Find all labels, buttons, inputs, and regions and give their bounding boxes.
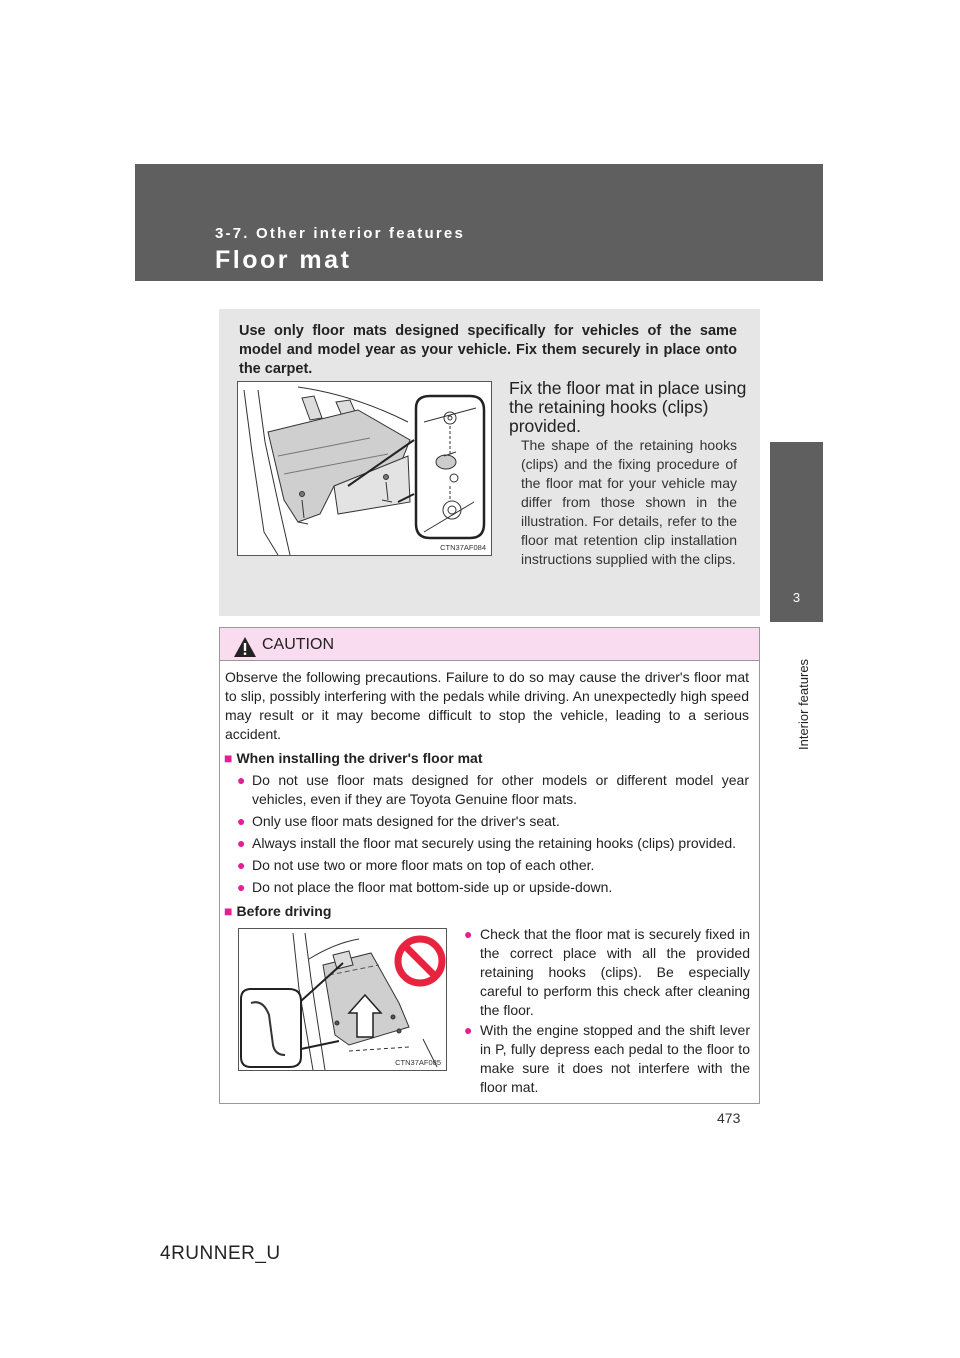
- install-heading: [224, 749, 755, 768]
- square-bullet-icon: ■: [224, 750, 233, 766]
- dot-bullet-icon: ●: [464, 926, 473, 942]
- list-item-text: Do not place the floor mat bottom-side up or upside-down.: [252, 879, 613, 895]
- list-item-text: Only use floor mats designed for the driver's seat.: [252, 813, 560, 829]
- chapter-title: Interior features: [796, 658, 811, 750]
- list-item-text: Do not use floor mats designed for other models or different model year vehicles, even if they are Toyota Genuine floor mats.: [252, 772, 749, 807]
- floor-mat-figure: [237, 381, 492, 556]
- dot-bullet-icon: ●: [237, 835, 246, 851]
- fix-instruction-title: Fix the floor mat in place using the retaining hooks (clips) provided.: [509, 378, 747, 436]
- caution-header: [220, 628, 759, 661]
- list-item: [220, 878, 749, 897]
- header-band: [135, 164, 823, 281]
- list-item: [464, 1021, 750, 1097]
- caution-label: CAUTION: [262, 636, 334, 653]
- list-item: [220, 856, 749, 875]
- list-item: [220, 834, 749, 853]
- dot-bullet-icon: ●: [237, 857, 246, 873]
- figure-code: CTN37AF084: [440, 543, 486, 552]
- figure-code-2: CTN37AF085: [395, 1058, 441, 1067]
- footer-code: 4RUNNER_U: [160, 1243, 281, 1264]
- list-item-text: With the engine stopped and the shift lever in P, fully depress each pedal to the floor to make sure it does not interfere with the floor mat.: [480, 1022, 750, 1095]
- driving-heading-text: Before driving: [236, 903, 332, 919]
- list-item-text: Check that the floor mat is securely fixed in the correct place with all the provided retaining hooks (clips). Be especially careful to perform this check after cleaning the floor.: [480, 926, 750, 1018]
- pedal-illustration: [239, 929, 446, 1070]
- dot-bullet-icon: ●: [237, 772, 246, 788]
- intro-box: [219, 309, 760, 616]
- driving-list: [464, 925, 750, 1098]
- caution-lead: Observe the following precautions. Failure to do so may cause the driver's floor mat to slip, possibly interfering with the pedals while driving. An unexpectedly high speed may result or it may become difficult to stop the vehicle, leading to a serious accident.: [225, 669, 749, 742]
- chapter-tab[interactable]: [770, 442, 823, 622]
- floor-mat-illustration: [238, 382, 491, 555]
- page-number: 473: [717, 1110, 741, 1126]
- square-bullet-icon: ■: [224, 903, 233, 919]
- pedal-figure: [238, 928, 447, 1071]
- chapter-number: 3: [792, 590, 801, 605]
- dot-bullet-icon: ●: [237, 813, 246, 829]
- dot-bullet-icon: ●: [237, 879, 246, 895]
- list-item: [220, 812, 749, 831]
- install-heading-text: When installing the driver's floor mat: [236, 750, 483, 766]
- dot-bullet-icon: ●: [464, 1022, 473, 1038]
- warning-triangle-icon: [233, 636, 257, 658]
- intro-lead: Use only floor mats designed specifically for vehicles of the same model and model year as your vehicle. Fix them securely in place onto the carpet.: [239, 323, 737, 377]
- list-item: [464, 925, 750, 1020]
- caution-body: [220, 668, 755, 921]
- page-title: Floor mat: [215, 246, 352, 274]
- list-item: [220, 771, 749, 809]
- fix-instruction-body: The shape of the retaining hooks (clips) and the fixing procedure of the floor mat for your vehicle may differ from those shown in the illustration. For details, refer to the floor mat retention clip installation instructions supplied with the clips.: [521, 437, 737, 567]
- install-list: [220, 771, 755, 897]
- chapter-title-vertical: [770, 630, 823, 760]
- driving-heading: [224, 902, 755, 921]
- list-item-text: Do not use two or more floor mats on top of each other.: [252, 857, 595, 873]
- list-item-text: Always install the floor mat securely using the retaining hooks (clips) provided.: [252, 835, 737, 851]
- caution-box: [219, 627, 760, 1104]
- section-label: 3-7. Other interior features: [215, 225, 465, 242]
